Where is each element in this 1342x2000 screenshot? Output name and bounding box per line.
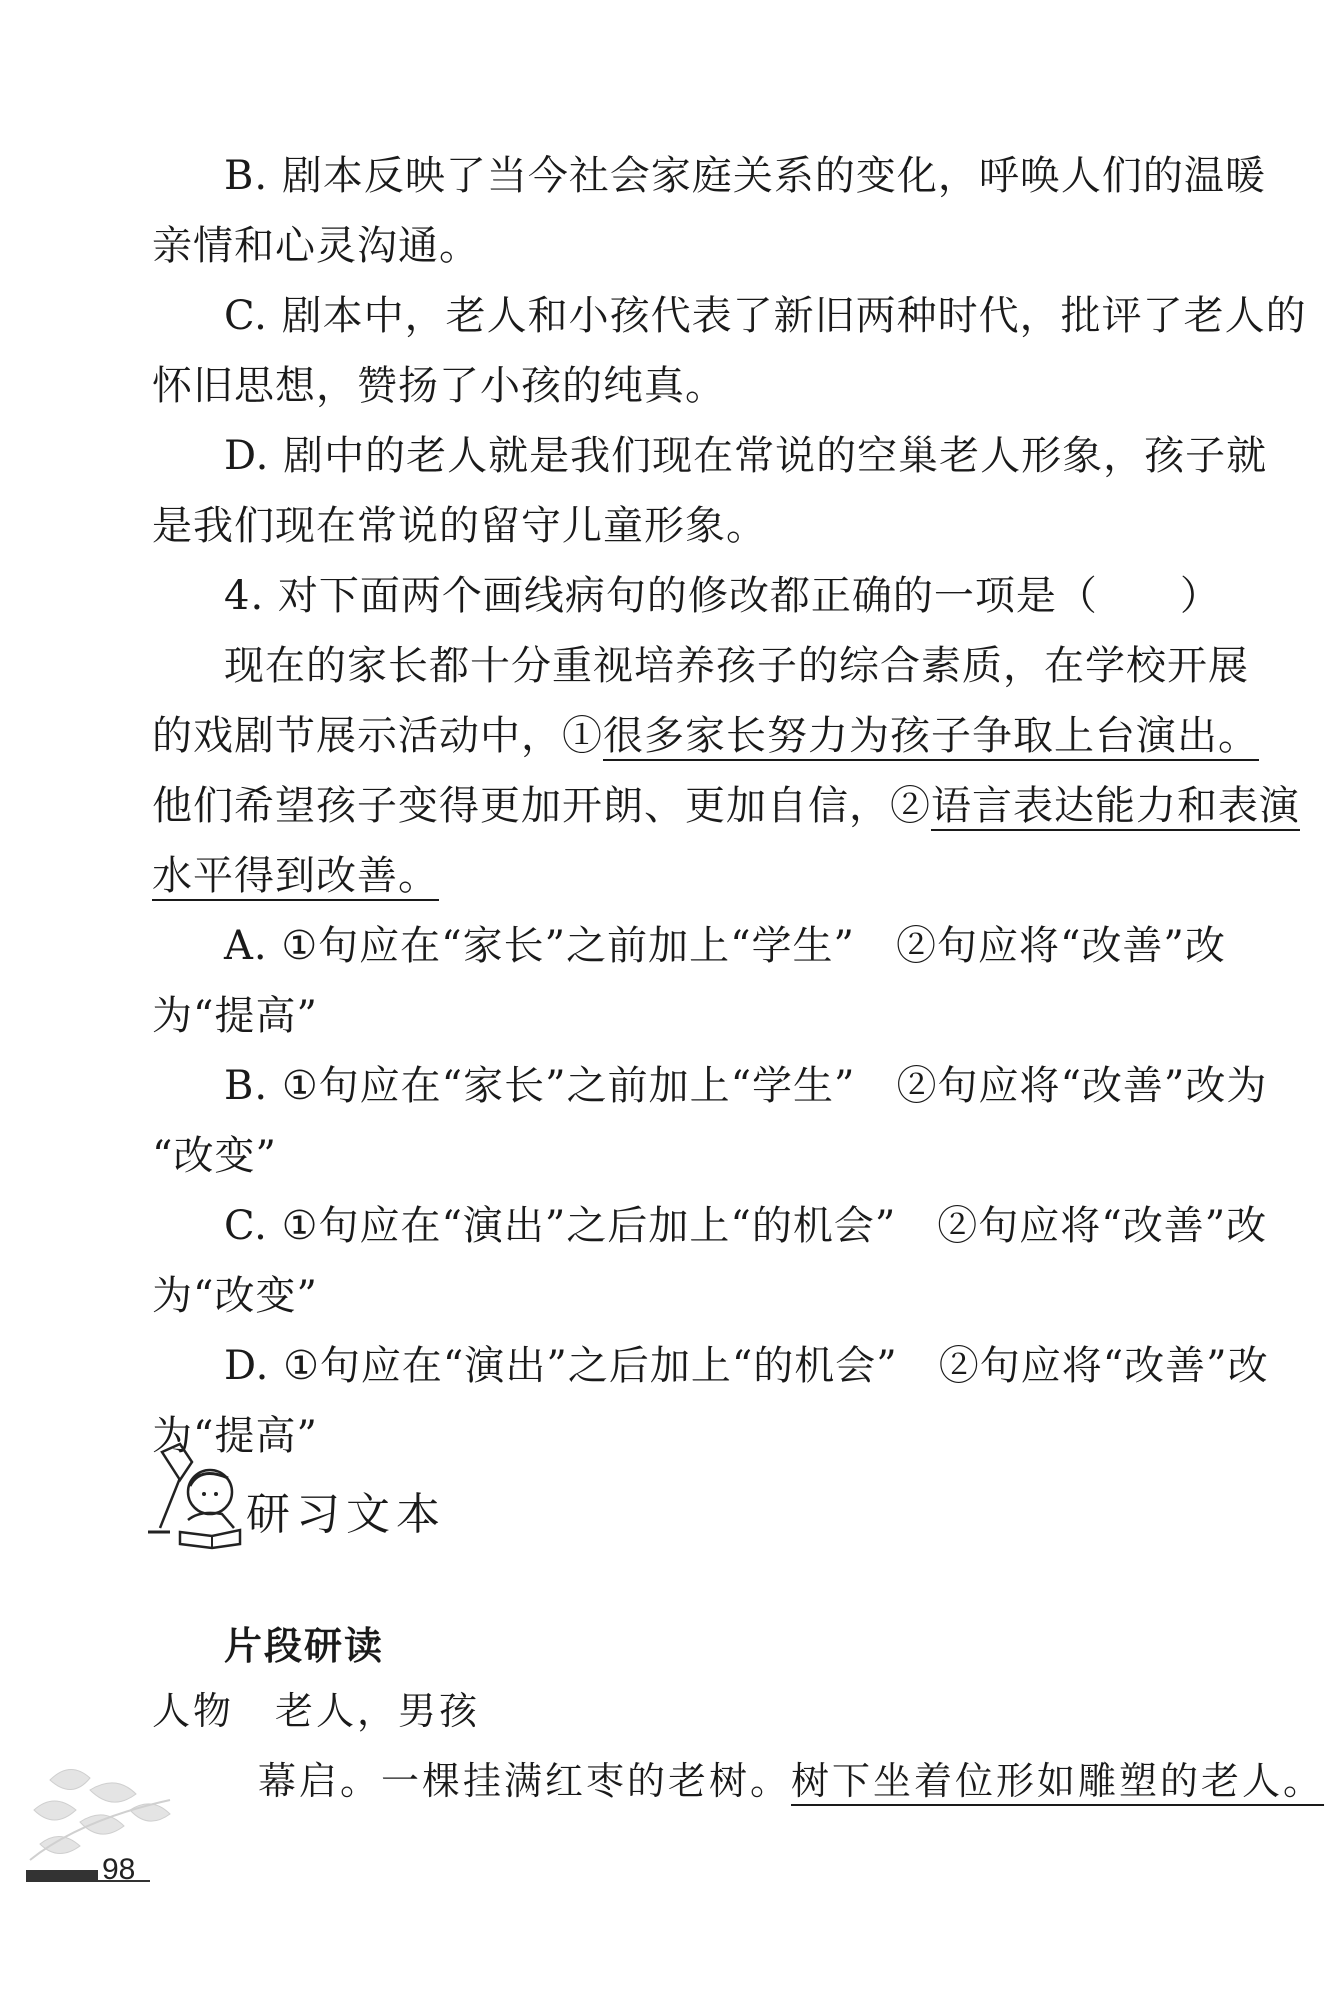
answer-c-line1: C. ①句应在“演出”之后加上“的机会” ②句应将“改善”改 xyxy=(224,1203,1268,1249)
answer-d-line2: 为“提高” xyxy=(152,1413,318,1459)
answer-b-line2: “改变” xyxy=(152,1133,277,1179)
passage-line2-prefix: 的戏剧节展示活动中，① xyxy=(152,713,603,759)
option-c-line1: C. 剧本中，老人和小孩代表了新旧两种时代，批评了老人的 xyxy=(224,293,1307,339)
page-number: 98 xyxy=(102,1853,136,1886)
passage-line1: 现在的家长都十分重视培养孩子的综合素质，在学校开展 xyxy=(224,643,1249,689)
footer-bar xyxy=(26,1870,98,1882)
passage-line3-prefix: 他们希望孩子变得更加开朗、更加自信，② xyxy=(152,783,931,829)
underlined-sentence-2a: 语言表达能力和表演 xyxy=(931,783,1300,829)
passage-line3 xyxy=(152,778,1300,834)
passage-line2 xyxy=(152,708,1259,764)
option-b-line2: 亲情和心灵沟通。 xyxy=(152,223,480,269)
answer-c-line2: 为“改变” xyxy=(152,1273,318,1319)
stage-direction xyxy=(258,1753,1324,1809)
answer-b-line1: B. ①句应在“家长”之前加上“学生” ②句应将“改善”改为 xyxy=(224,1063,1268,1109)
underlined-sentence-1: 很多家长努力为孩子争取上台演出。 xyxy=(603,713,1259,759)
answer-d-line1: D. ①句应在“演出”之后加上“的机会” ②句应将“改善”改 xyxy=(224,1343,1269,1389)
option-d-line2: 是我们现在常说的留守儿童形象。 xyxy=(152,503,767,549)
leaf-decoration-icon xyxy=(20,1760,180,1870)
underlined-stage-direction: 树下坐着位形如雕塑的老人。 xyxy=(791,1759,1325,1803)
answer-a-line1: A. ①句应在“家长”之前加上“学生” ②句应将“改善”改 xyxy=(224,923,1226,969)
question-4: 4. 对下面两个画线病句的修改都正确的一项是（ ） xyxy=(224,573,1221,619)
stage-direction-prefix: 幕启。一棵挂满红枣的老树。 xyxy=(258,1759,792,1803)
cast-line: 人物 老人，男孩 xyxy=(152,1689,481,1733)
answer-a-line2: 为“提高” xyxy=(152,993,318,1039)
passage-line4 xyxy=(152,848,439,904)
option-b-line1: B. 剧本反映了当今社会家庭关系的变化，呼唤人们的温暖 xyxy=(224,153,1266,199)
sub-heading: 片段研读 xyxy=(224,1624,385,1668)
underlined-sentence-2b: 水平得到改善。 xyxy=(152,853,439,899)
option-d-line1: D. 剧中的老人就是我们现在常说的空巢老人形象，孩子就 xyxy=(224,433,1268,479)
section-title: 研习文本 xyxy=(246,1489,446,1540)
option-c-line2: 怀旧思想，赞扬了小孩的纯真。 xyxy=(152,363,726,409)
